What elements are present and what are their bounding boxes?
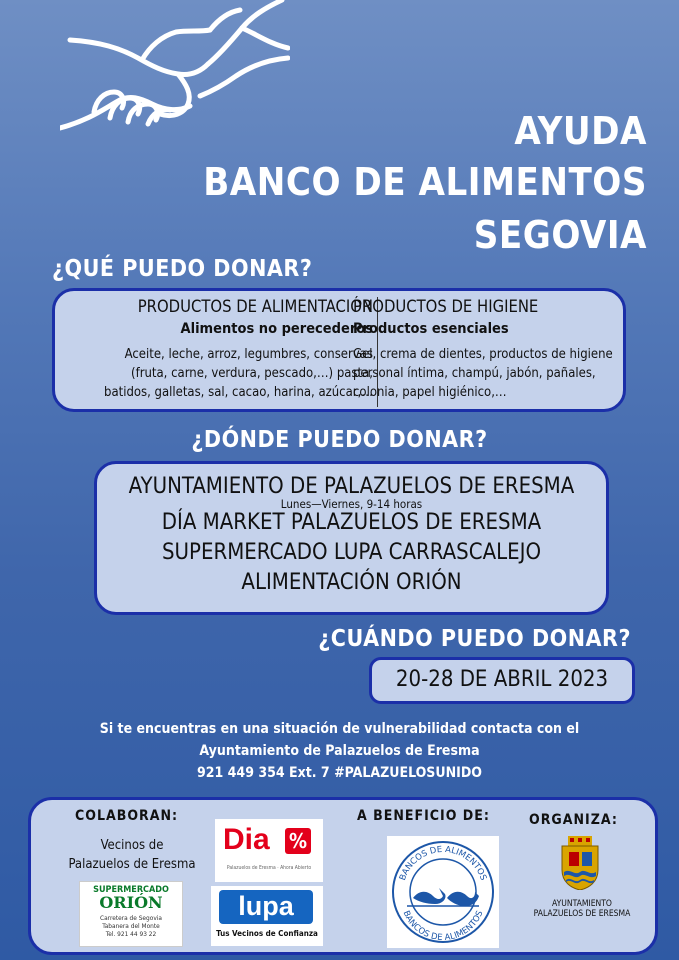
contact-line-1: Si te encuentras en una situación de vulnerabilidad contacta con el (99, 721, 580, 737)
orion-name: ORIÓN (99, 893, 163, 912)
dia-caption: Palazuelos de Eresma · Ahora Abierto (226, 865, 312, 871)
location-dia: DÍA MARKET PALAZUELOS DE ERESMA (161, 510, 542, 535)
food-line: batidos, galletas, sal, cacao, harina, azúcar,… (104, 385, 373, 400)
food-line: (fruta, carne, verdura, pescado,…) pasta, (131, 366, 373, 381)
where-box (94, 461, 609, 615)
neighbors-line-1: Vecinos de (100, 838, 164, 853)
food-line: Aceite, leche, arroz, legumbres, conservas (124, 347, 373, 362)
food-column (65, 297, 373, 402)
hygiene-line: Gel, crema de dientes, productos de higiene (353, 347, 613, 362)
sponsors-box (28, 797, 658, 955)
food-bank-emblem-icon (387, 836, 499, 948)
neighbors-line-2: Palazuelos de Eresma (68, 857, 196, 872)
location-orion: ALIMENTACIÓN ORIÓN (241, 570, 462, 595)
orion-address-1: Carretera de Segovia (100, 914, 162, 922)
lupa-name: lupa (219, 890, 313, 924)
orion-address-2: Tabanera del Monte (102, 922, 160, 930)
location-town-hall: AYUNTAMIENTO DE PALAZUELOS DE ERESMA (128, 474, 575, 499)
orion-phone: Tel. 921 44 93 22 (105, 930, 157, 938)
food-heading: PRODUCTOS DE ALIMENTACIÓN (137, 297, 373, 316)
town-coat-of-arms-icon (559, 836, 601, 890)
dia-percent-icon: % (285, 828, 311, 854)
neighbors-text (43, 836, 221, 874)
contact-line-2: Ayuntamiento de Palazuelos de Eresma (199, 743, 480, 759)
dia-name: Dia (223, 823, 270, 856)
organizer-line-2: PALAZUELOS DE ERESMA (533, 909, 631, 919)
organize-label: ORGANIZA: (529, 812, 618, 828)
hygiene-line: colonia, papel higiénico,… (353, 385, 507, 400)
bank-bottom-text: BANCOS DE ALIMENTOS (400, 909, 486, 944)
when-question: ¿CUÁNDO PUEDO DONAR? (318, 626, 631, 652)
food-subheading: Alimentos no perecederos (180, 321, 373, 337)
organizer-text (515, 899, 649, 919)
where-question: ¿DÓNDE PUEDO DONAR? (191, 427, 488, 453)
hygiene-column (353, 297, 615, 402)
what-question: ¿QUÉ PUEDO DONAR? (52, 256, 313, 282)
contact-phone: 921 449 354 Ext. 7 #PALAZUELOSUNIDO (197, 765, 482, 781)
svg-text:BANCOS DE ALIMENTOS (401, 909, 486, 943)
lupa-logo (211, 886, 323, 946)
organizer-line-1: AYUNTAMIENTO (552, 899, 612, 909)
title-line-1: AYUDA (514, 109, 647, 153)
dia-logo (215, 819, 323, 882)
benefit-label: A BENEFICIO DE: (357, 808, 490, 824)
handshake-icon (60, 0, 290, 150)
lupa-slogan: Tus Vecinos de Confianza (216, 929, 318, 938)
title-line-3: SEGOVIA (473, 213, 647, 257)
title-line-2: BANCO DE ALIMENTOS (203, 160, 647, 204)
what-box (52, 288, 626, 412)
dates-box: 20-28 DE ABRIL 2023 (369, 657, 635, 704)
opening-hours: Lunes—Viernes, 9-14 horas (280, 497, 423, 511)
hygiene-heading: PRODUCTOS DE HIGIENE (353, 297, 539, 316)
orion-title: SUPERMERCADO (93, 885, 169, 895)
location-lupa: SUPERMERCADO LUPA CARRASCALEJO (161, 540, 542, 565)
food-bank-logo (387, 836, 499, 948)
hygiene-line: personal íntima, champú, jabón, pañales, (353, 366, 596, 381)
bank-top-text: BANCOS DE ALIMENTOS (397, 844, 489, 882)
collaborate-label: COLABORAN: (75, 808, 179, 824)
orion-logo (79, 881, 183, 947)
svg-text:BANCOS DE ALIMENTOS (398, 845, 488, 882)
hygiene-subheading: Productos esenciales (353, 321, 509, 337)
